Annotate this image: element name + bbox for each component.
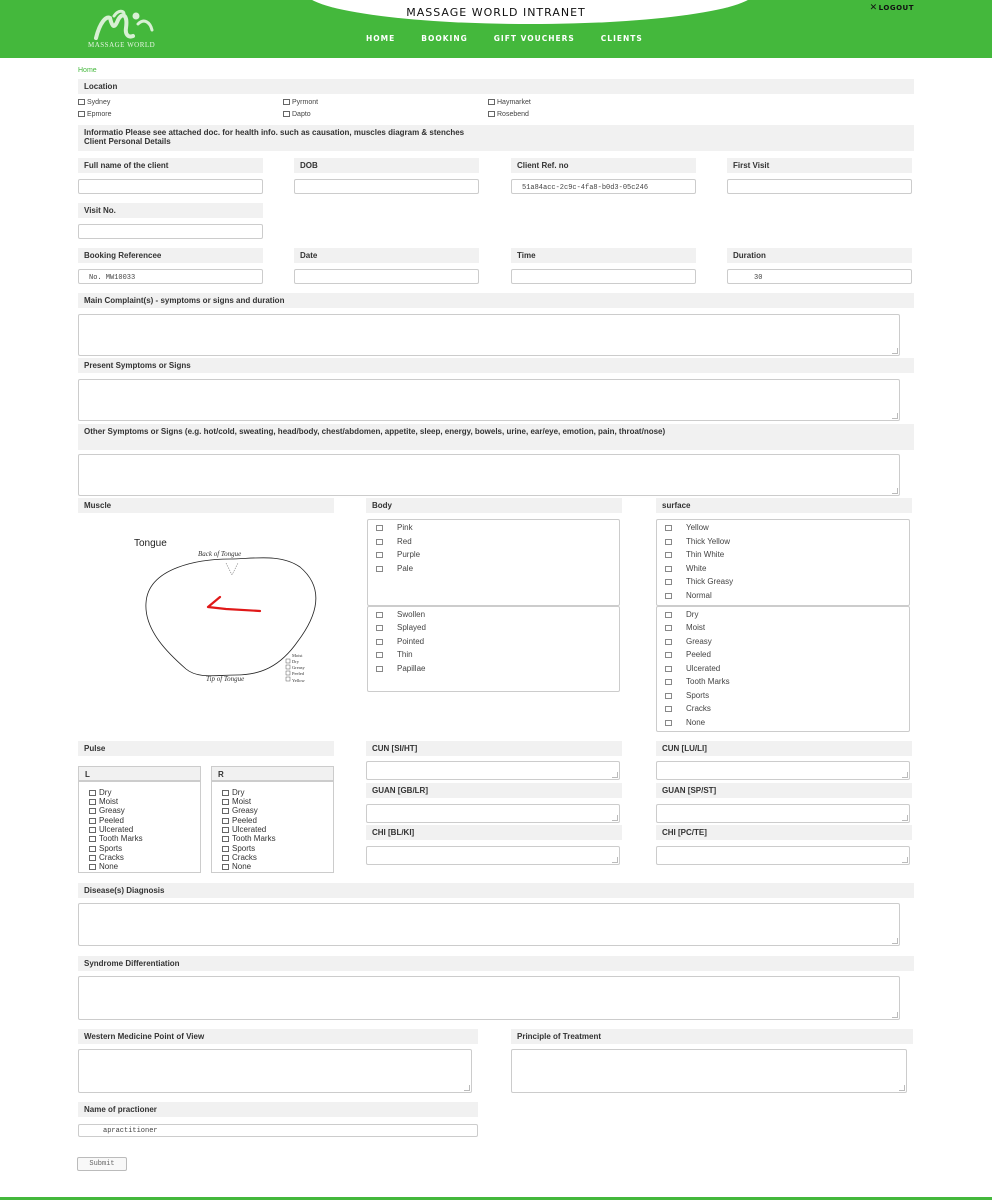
- body-option-pointed[interactable]: Pointed: [376, 637, 424, 646]
- pulse-right-peeled[interactable]: Peeled: [222, 816, 257, 825]
- practitioner-select[interactable]: apractitioner: [78, 1124, 478, 1137]
- visit-no-label: Visit No.: [78, 203, 263, 218]
- other-symptoms-label: Other Symptoms or Signs (e.g. hot/cold, sweating, head/body, chest/abdomen, appetite, sleep, energy, bowels, urine, ear/eye, emotion, pain, throat/nose): [78, 424, 914, 450]
- checkbox-icon: [376, 652, 383, 658]
- checkbox-icon: [222, 846, 229, 852]
- location-epmore[interactable]: Epmore: [78, 111, 112, 118]
- info-text: Informatio Please see attached doc. for health info. such as causation, muscles diagram & stenches: [84, 128, 465, 137]
- main-complaint-textarea[interactable]: [78, 314, 900, 356]
- checkbox-icon: [665, 639, 672, 645]
- body-option-swollen[interactable]: Swollen: [376, 610, 425, 619]
- tongue-bottom-caption: Tip of Tongue: [206, 675, 245, 683]
- massage-world-logo[interactable]: [78, 8, 188, 52]
- surface-option-thick-greasy[interactable]: Thick Greasy: [665, 577, 733, 586]
- checkbox-icon: [376, 566, 383, 572]
- dob-input[interactable]: [294, 179, 479, 194]
- surface-option-sports[interactable]: Sports: [665, 691, 709, 700]
- pulse-left-tooth-marks[interactable]: Tooth Marks: [89, 834, 143, 843]
- pulse-left-dry[interactable]: Dry: [89, 788, 111, 797]
- body-shape-list: [367, 606, 620, 692]
- present-symptoms-label: Present Symptoms or Signs: [78, 358, 914, 373]
- client-ref-label: Client Ref. no: [511, 158, 696, 173]
- surface-option-moist[interactable]: Moist: [665, 623, 705, 632]
- checkbox-icon: [488, 111, 495, 117]
- guan-gb-lr-textarea[interactable]: [366, 804, 620, 823]
- body-option-pale[interactable]: Pale: [376, 564, 413, 573]
- client-details-heading: Client Personal Details: [84, 137, 171, 146]
- guan-sp-st-textarea[interactable]: [656, 804, 910, 823]
- practitioner-label: Name of practioner: [78, 1102, 478, 1117]
- tongue-legend-item: Dry: [292, 659, 299, 664]
- tongue-legend: [286, 653, 306, 683]
- nav-home[interactable]: HOME: [366, 34, 396, 43]
- checkbox-icon: [222, 864, 229, 870]
- body-option-pink[interactable]: Pink: [376, 523, 413, 532]
- site-title: MASSAGE WORLD INTRANET: [406, 6, 586, 19]
- pulse-right-none[interactable]: None: [222, 862, 251, 871]
- checkbox-icon: [665, 625, 672, 631]
- pulse-right-dry[interactable]: Dry: [222, 788, 244, 797]
- pulse-left-moist[interactable]: Moist: [89, 797, 118, 806]
- surface-option-cracks[interactable]: Cracks: [665, 704, 711, 713]
- pulse-left-peeled[interactable]: Peeled: [89, 816, 124, 825]
- checkbox-icon: [376, 525, 383, 531]
- checkbox-icon: [665, 525, 672, 531]
- pulse-left-heading: L: [78, 766, 201, 781]
- checkbox-icon: [665, 679, 672, 685]
- checkbox-icon: [283, 111, 290, 117]
- chi-pc-te-label: CHI [PC/TE]: [656, 825, 912, 840]
- pulse-left-sports[interactable]: Sports: [89, 844, 122, 853]
- logo-text: MASSAGE WORLD: [88, 41, 156, 49]
- muscle-heading: Muscle: [78, 498, 334, 513]
- checkbox-icon: [376, 612, 383, 618]
- tongue-outline: [146, 558, 316, 676]
- time-input[interactable]: [511, 269, 696, 284]
- booking-ref-label: Booking Referencee: [78, 248, 263, 263]
- surface-option-white[interactable]: White: [665, 564, 706, 573]
- pulse-right-cracks[interactable]: Cracks: [222, 853, 257, 862]
- first-visit-label: First Visit: [727, 158, 912, 173]
- pulse-right-greasy[interactable]: Greasy: [222, 806, 258, 815]
- syndrome-differentiation-textarea[interactable]: [78, 976, 900, 1020]
- principle-treatment-textarea[interactable]: [511, 1049, 907, 1093]
- tongue-centre-mark: [226, 563, 238, 575]
- guan-sp-st-label: GUAN [SP/ST]: [656, 783, 912, 798]
- checkbox-icon: [222, 827, 229, 833]
- checkbox-icon: [665, 720, 672, 726]
- cun-lu-li-label: CUN [LU/LI]: [656, 741, 912, 756]
- checkbox-icon: [376, 639, 383, 645]
- date-input[interactable]: [294, 269, 479, 284]
- duration-label: Duration: [727, 248, 912, 263]
- location-dapto[interactable]: Dapto: [283, 111, 311, 118]
- info-heading: [78, 125, 914, 151]
- location-pyrmont[interactable]: Pyrmont: [283, 99, 318, 106]
- checkbox-icon: [283, 99, 290, 105]
- checkbox-icon: [665, 652, 672, 658]
- surface-option-normal[interactable]: Normal: [665, 591, 712, 600]
- cun-si-ht-textarea[interactable]: [366, 761, 620, 780]
- submit-button[interactable]: Submit: [77, 1157, 127, 1171]
- tongue-diagram[interactable]: [140, 545, 340, 690]
- body-option-purple[interactable]: Purple: [376, 550, 420, 559]
- checkbox-icon: [89, 855, 96, 861]
- western-medicine-label: Western Medicine Point of View: [78, 1029, 478, 1044]
- checkbox-icon: [665, 539, 672, 545]
- tongue-legend-item: Peeled: [292, 671, 304, 676]
- present-symptoms-textarea[interactable]: [78, 379, 900, 421]
- checkbox-icon: [665, 552, 672, 558]
- pulse-left-cracks[interactable]: Cracks: [89, 853, 124, 862]
- nav-clients[interactable]: CLIENTS: [600, 34, 643, 43]
- surface-option-thin-white[interactable]: Thin White: [665, 550, 724, 559]
- pulse-left-ulcerated[interactable]: Ulcerated: [89, 825, 133, 834]
- checkbox-icon: [665, 612, 672, 618]
- checkbox-icon: [488, 99, 495, 105]
- checkbox-icon: [665, 579, 672, 585]
- surface-option-thick-yellow[interactable]: Thick Yellow: [665, 537, 730, 546]
- surface-option-ulcerated[interactable]: Ulcerated: [665, 664, 720, 673]
- location-sydney[interactable]: Sydney: [78, 99, 110, 106]
- checkbox-icon: [89, 799, 96, 805]
- other-symptoms-textarea[interactable]: [78, 454, 900, 496]
- full-name-input[interactable]: [78, 179, 263, 194]
- checkbox-icon: [89, 818, 96, 824]
- site-header: [0, 0, 992, 58]
- tongue-label: Tongue: [134, 538, 167, 549]
- checkbox-icon: [89, 790, 96, 796]
- body-color-list: [367, 519, 620, 606]
- logout-label: LOGOUT: [878, 4, 914, 12]
- pulse-right-heading: R: [211, 766, 334, 781]
- checkbox-icon: [376, 552, 383, 558]
- tongue-legend-item: Yellow: [292, 678, 305, 683]
- body-option-red[interactable]: Red: [376, 537, 412, 546]
- time-label: Time: [511, 248, 696, 263]
- first-visit-input[interactable]: [727, 179, 912, 194]
- tongue-legend-item: Moist: [292, 653, 303, 658]
- checkbox-icon: [376, 539, 383, 545]
- checkbox-icon: [89, 808, 96, 814]
- main-nav: [366, 34, 643, 43]
- checkbox-icon: [222, 799, 229, 805]
- client-ref-input[interactable]: 51a84acc-2c9c-4fa8-b0d3-05c246: [511, 179, 696, 194]
- surface-option-greasy[interactable]: Greasy: [665, 637, 712, 646]
- pulse-left-none[interactable]: None: [89, 862, 118, 871]
- booking-ref-input[interactable]: No. MW10033: [78, 269, 263, 284]
- surface-texture-list: [656, 606, 910, 732]
- checkbox-icon: [665, 693, 672, 699]
- checkbox-icon: [89, 846, 96, 852]
- chi-bl-ki-label: CHI [BL/KI]: [366, 825, 622, 840]
- surface-option-none[interactable]: None: [665, 718, 705, 727]
- location-haymarket[interactable]: Haymarket: [488, 99, 531, 106]
- pulse-right-moist[interactable]: Moist: [222, 797, 251, 806]
- logo-icon: [78, 8, 188, 44]
- checkbox-icon: [89, 864, 96, 870]
- checkbox-icon: [222, 855, 229, 861]
- checkbox-icon: [665, 566, 672, 572]
- checkbox-icon: [222, 818, 229, 824]
- tongue-top-caption: Back of Tongue: [198, 550, 242, 558]
- body-option-papillae[interactable]: Papillae: [376, 664, 425, 673]
- surface-color-list: [656, 519, 910, 606]
- location-heading: Location: [78, 79, 914, 94]
- checkbox-icon: [665, 706, 672, 712]
- surface-option-yellow[interactable]: Yellow: [665, 523, 709, 532]
- disease-diagnosis-label: Disease(s) Diagnosis: [78, 883, 914, 898]
- checkbox-icon: [89, 827, 96, 833]
- checkbox-icon: [222, 808, 229, 814]
- pulse-right-tooth-marks[interactable]: Tooth Marks: [222, 834, 276, 843]
- chi-pc-te-textarea[interactable]: [656, 846, 910, 865]
- tongue-legend-item: Greasy: [292, 665, 305, 670]
- body-heading: Body: [366, 498, 622, 513]
- breadcrumb[interactable]: Home: [78, 67, 97, 74]
- principle-treatment-label: Principle of Treatment: [511, 1029, 913, 1044]
- body-option-thin[interactable]: Thin: [376, 650, 413, 659]
- checkbox-icon: [376, 666, 383, 672]
- checkbox-icon: [78, 111, 85, 117]
- checkbox-icon: [665, 593, 672, 599]
- surface-option-dry[interactable]: Dry: [665, 610, 698, 619]
- cun-si-ht-label: CUN [SI/HT]: [366, 741, 622, 756]
- chi-bl-ki-textarea[interactable]: [366, 846, 620, 865]
- visit-no-input[interactable]: [78, 224, 263, 239]
- syndrome-differentiation-label: Syndrome Differentiation: [78, 956, 914, 971]
- pulse-right-ulcerated[interactable]: Ulcerated: [222, 825, 266, 834]
- logout-link[interactable]: [870, 3, 914, 13]
- checkbox-icon: [376, 625, 383, 631]
- pulse-heading: Pulse: [78, 741, 334, 756]
- main-complaint-label: Main Complaint(s) - symptoms or signs and duration: [78, 293, 914, 308]
- surface-option-peeled[interactable]: Peeled: [665, 650, 711, 659]
- pulse-right-list: [211, 781, 334, 873]
- nav-booking[interactable]: BOOKING: [421, 34, 468, 43]
- checkbox-icon: [665, 666, 672, 672]
- checkbox-icon: [89, 836, 96, 842]
- cun-lu-li-textarea[interactable]: [656, 761, 910, 780]
- tongue-red-stroke: [208, 597, 260, 611]
- checkbox-icon: [222, 790, 229, 796]
- guan-gb-lr-label: GUAN [GB/LR]: [366, 783, 622, 798]
- dob-label: DOB: [294, 158, 479, 173]
- nav-gift-vouchers[interactable]: GIFT VOUCHERS: [493, 34, 575, 43]
- close-icon: ✕: [869, 3, 878, 13]
- surface-option-tooth-marks[interactable]: Tooth Marks: [665, 677, 730, 686]
- checkbox-icon: [222, 836, 229, 842]
- pulse-right-sports[interactable]: Sports: [222, 844, 255, 853]
- pulse-left-list: [78, 781, 201, 873]
- checkbox-icon: [78, 99, 85, 105]
- surface-heading: surface: [656, 498, 912, 513]
- body-option-splayed[interactable]: Splayed: [376, 623, 426, 632]
- disease-diagnosis-textarea[interactable]: [78, 903, 900, 946]
- location-rosebend[interactable]: Rosebend: [488, 111, 529, 118]
- western-medicine-textarea[interactable]: [78, 1049, 472, 1093]
- pulse-left-greasy[interactable]: Greasy: [89, 806, 125, 815]
- duration-input[interactable]: 30: [727, 269, 912, 284]
- date-label: Date: [294, 248, 479, 263]
- full-name-label: Full name of the client: [78, 158, 263, 173]
